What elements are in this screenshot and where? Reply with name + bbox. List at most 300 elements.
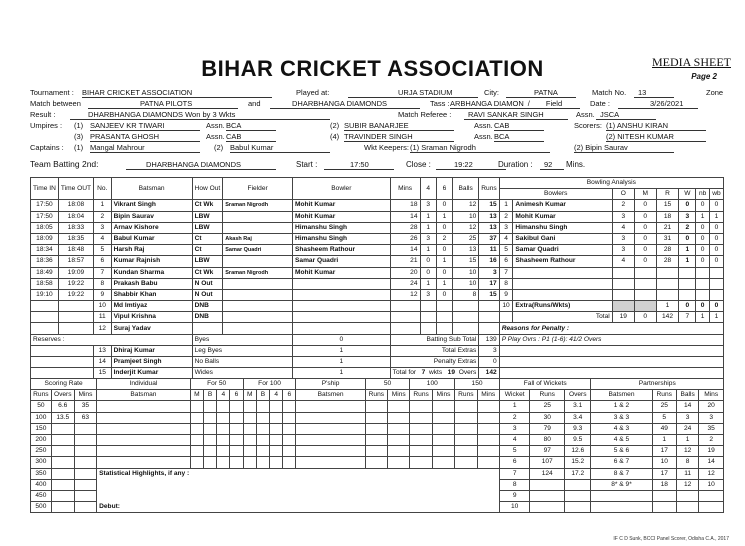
part-mins-cell: [699, 490, 724, 501]
sr-mins-cell: [74, 446, 96, 457]
extras-type-value-cell: 1: [293, 357, 391, 368]
batting-row: [31, 312, 724, 323]
part-mins-cell: 35: [699, 423, 724, 434]
scorer2-value: (2) NITESH KUMAR: [606, 132, 706, 142]
byes-value-cell: 0: [293, 334, 391, 345]
blank-cell: [410, 401, 432, 412]
total-overs: 19: [447, 369, 456, 377]
bowling-m-cell: 0: [634, 200, 656, 211]
duration-value: 92: [540, 160, 564, 170]
fours-cell: 1: [420, 222, 436, 233]
part-batsmen-cell: 1 & 2: [591, 401, 652, 412]
blank-cell: [283, 423, 296, 434]
time-in-cell: [31, 312, 59, 323]
extras-type-cell: No Balls: [192, 357, 292, 368]
blank-cell: [256, 434, 269, 445]
reserve-row: [31, 357, 724, 368]
batting-header-row: [31, 178, 724, 189]
fow-runs-cell: 107: [530, 457, 565, 468]
bowling-w-cell: 1: [679, 245, 696, 256]
pship-col-m3: Mins: [477, 390, 499, 401]
umpire1-assn-value: BCA: [226, 121, 276, 131]
batsman-name-cell: Arnav Kishore: [111, 222, 192, 233]
part-batsmen-cell: 5 & 6: [591, 446, 652, 457]
for50-title: For 50: [190, 379, 243, 390]
part-batsmen-cell: 4 & 5: [591, 434, 652, 445]
time-out-cell: 18:48: [58, 245, 93, 256]
umpire4-assn-value: BCA: [494, 132, 544, 142]
fours-cell: 1: [420, 278, 436, 289]
reserves-label-cell: Reserves :: [31, 334, 193, 345]
sr-runs-cell: 250: [31, 446, 52, 457]
mins-cell: 20: [390, 267, 420, 278]
team2-value: DHARBHANGA DIAMONDS: [270, 99, 420, 109]
bowling-m-cell: 0: [634, 222, 656, 233]
blank-cell: [217, 434, 230, 445]
blank-cell: [256, 412, 269, 423]
blank-cell: [97, 446, 191, 457]
fow-wicket-cell: 3: [499, 423, 530, 434]
sixes-cell: 0: [436, 200, 452, 211]
sr-col-mins: Mins: [74, 390, 96, 401]
blank-cell: [432, 457, 454, 468]
batsman-no-cell: 1: [94, 200, 112, 211]
mins-cell: [390, 323, 420, 334]
bowling-o-cell: 2: [612, 200, 634, 211]
batting-label: Team Batting 2nd:: [30, 159, 99, 169]
captains-label: Captains :: [30, 143, 64, 152]
bowling-wb-cell: 0: [709, 245, 723, 256]
fow-wicket-cell: 8: [499, 479, 530, 490]
fow-runs-cell: [530, 479, 565, 490]
bowling-m-cell: 0: [634, 245, 656, 256]
part-batsmen-cell: 4 & 3: [591, 423, 652, 434]
pship-col-batsmen: Batsmen: [296, 390, 365, 401]
sr-mins-cell: 35: [74, 401, 96, 412]
fours-cell: 3: [420, 200, 436, 211]
fours-cell: 0: [420, 256, 436, 267]
fow-title: Fall of Wickets: [499, 379, 591, 390]
extras-no-cell: 10: [499, 301, 513, 312]
fielder-cell: [223, 289, 293, 300]
balls-cell: 10: [453, 278, 479, 289]
runs-cell: 11: [479, 245, 499, 256]
batsman-name-cell: Kundan Sharma: [111, 267, 192, 278]
bowling-r-cell: 28: [656, 256, 679, 267]
part-runs-cell: [652, 502, 676, 513]
part-balls-cell: 12: [676, 479, 698, 490]
batsman-name-cell: Kumar Rajnish: [111, 256, 192, 267]
pship-100: 100: [410, 379, 455, 390]
bowling-r-cell: [656, 267, 679, 278]
blank-cell: [283, 457, 296, 468]
blank-cell: [243, 412, 256, 423]
bowling-o-cell: 3: [612, 233, 634, 244]
part-col-runs: Runs: [652, 390, 676, 401]
time-out-cell: 19:22: [58, 278, 93, 289]
bowling-nb-cell: 0: [696, 245, 710, 256]
batting-team-value: DHARBHANGA DIAMONDS: [126, 160, 276, 170]
blank-cell: [97, 412, 191, 423]
col-mins: Mins: [390, 178, 420, 200]
toss-label: Tass :: [430, 99, 450, 108]
pship-col-r2: Runs: [410, 390, 432, 401]
scorer1-value: (1) ANSHU KIRAN: [606, 121, 706, 131]
part-balls-cell: 11: [676, 468, 698, 479]
fielder-cell: Sraman Nigrodh: [223, 200, 293, 211]
time-in-cell: 17:50: [31, 200, 59, 211]
summary-row: [31, 412, 724, 423]
sr-overs-cell: [51, 423, 74, 434]
start-value: 17:50: [324, 160, 394, 170]
city-value: PATNA: [506, 88, 576, 98]
summary-row: [31, 490, 724, 501]
fielder-cell: [223, 301, 293, 312]
how-out-cell: DNB: [192, 301, 223, 312]
bowler-cell: [293, 301, 391, 312]
penalty-value-cell: 0: [479, 357, 499, 368]
fielder-cell: [223, 312, 293, 323]
fow-overs-cell: 17.2: [565, 468, 591, 479]
fielder-cell: [223, 278, 293, 289]
penalty-label-cell: Penalty Extras: [390, 357, 479, 368]
balls-cell: 12: [453, 222, 479, 233]
blank-cell: [365, 423, 387, 434]
col-bowler: Bowler: [293, 178, 391, 200]
part-balls-cell: 24: [676, 423, 698, 434]
batting-row: [31, 245, 724, 256]
sr-runs-cell: 500: [31, 502, 52, 513]
part-batsmen-cell: [591, 490, 652, 501]
part-mins-cell: 19: [699, 446, 724, 457]
bowling-name-cell: [513, 289, 612, 300]
extras-o-cell: [612, 301, 634, 312]
play-overs-cell: P Play Ovrs : P1 (1-6): 41/2 Overs: [499, 334, 723, 345]
page-title: BIHAR CRICKET ASSOCIATION: [201, 56, 544, 81]
time-in-cell: [31, 301, 59, 312]
captain1-value: Mangal Mahrour: [90, 143, 200, 153]
part-balls-cell: 1: [676, 434, 698, 445]
part-batsmen-cell: 3 & 3: [591, 412, 652, 423]
umpires-label: Umpires :: [30, 121, 63, 130]
summary-row: [31, 401, 724, 412]
fow-overs-cell: [565, 490, 591, 501]
mins-cell: 12: [390, 289, 420, 300]
bowler-cell: Shasheem Rathour: [293, 245, 391, 256]
blank-cell: [388, 401, 410, 412]
batting-row: [31, 211, 724, 222]
batting-row: [31, 267, 724, 278]
pship-title: P'ship: [296, 379, 365, 390]
reserve-no-cell: 15: [94, 368, 112, 379]
fow-overs-cell: 9.3: [565, 423, 591, 434]
debut-cell: Debut:: [97, 502, 500, 513]
sr-mins-cell: [74, 468, 96, 479]
part-mins-cell: 10: [699, 479, 724, 490]
fow-wicket-cell: 2: [499, 412, 530, 423]
part-runs-cell: 10: [652, 457, 676, 468]
fielder-cell: Akash Raj: [223, 233, 293, 244]
blank-cell: [256, 423, 269, 434]
part-mins-cell: [699, 502, 724, 513]
col-time-out: Time OUT: [58, 178, 93, 200]
bowling-wb-cell: 0: [709, 222, 723, 233]
umpire4-assn-label: Assn.: [474, 132, 493, 141]
time-out-cell: 19:22: [58, 289, 93, 300]
blank-cell: [270, 401, 283, 412]
total-spacer-cell: [499, 312, 513, 323]
batting-row: [31, 200, 724, 211]
bowling-blank-cell: [499, 357, 723, 368]
blank-cell: [256, 446, 269, 457]
extras-type-value-cell: 1: [293, 345, 391, 356]
sixes-cell: 0: [436, 289, 452, 300]
bowler-no-cell: 9: [499, 289, 513, 300]
referee-label: Match Referee :: [398, 110, 452, 119]
part-balls-cell: [676, 502, 698, 513]
col-r: R: [656, 189, 679, 200]
fours-cell: 1: [420, 211, 436, 222]
part-balls-cell: 3: [676, 412, 698, 423]
how-out-cell: LBW: [192, 256, 223, 267]
bowling-wb-cell: 0: [709, 256, 723, 267]
bowler-cell: Mohit Kumar: [293, 267, 391, 278]
part-runs-cell: 17: [652, 468, 676, 479]
bowling-name-cell: Samar Quadri: [513, 245, 612, 256]
captain1-no: (1): [74, 143, 84, 152]
mins-cell: 14: [390, 211, 420, 222]
batting-row: [31, 222, 724, 233]
fow-wicket-cell: 6: [499, 457, 530, 468]
blank-cell: [243, 446, 256, 457]
runs-cell: 17: [479, 278, 499, 289]
time-out-cell: [58, 323, 93, 334]
blank-cell: [97, 401, 191, 412]
sr-runs-cell: 450: [31, 490, 52, 501]
ind-col-61: 6: [230, 390, 243, 401]
blank-cell: [203, 423, 216, 434]
mins-cell: 26: [390, 233, 420, 244]
batsman-no-cell: 10: [94, 301, 112, 312]
batting-row: [31, 301, 724, 312]
bowling-o-cell: [612, 267, 634, 278]
fours-cell: [420, 312, 436, 323]
bowling-r-cell: 31: [656, 233, 679, 244]
blank-cell: [283, 434, 296, 445]
col-no: No.: [94, 178, 112, 200]
bowler-cell: [293, 312, 391, 323]
balls-cell: 12: [453, 200, 479, 211]
reserves-row: [31, 334, 724, 345]
blank-cell: [97, 434, 191, 445]
blank-cell: [296, 412, 365, 423]
part-mins-cell: 2: [699, 434, 724, 445]
bowling-o-cell: [612, 278, 634, 289]
sr-overs-cell: [51, 468, 74, 479]
total-extras-label-cell: Total Extras: [390, 345, 479, 356]
extras-wb-cell: 0: [709, 301, 723, 312]
sr-col-runs: Runs: [31, 390, 52, 401]
bowler-cell: Mohit Kumar: [293, 211, 391, 222]
total-for-label: Total for: [392, 369, 417, 377]
batting-row: [31, 233, 724, 244]
extras-type-value-cell: 1: [293, 368, 391, 379]
fow-runs-cell: 30: [530, 412, 565, 423]
col-time-in: Time IN: [31, 178, 59, 200]
blank-cell: [230, 412, 243, 423]
blank-cell: [190, 434, 203, 445]
umpire2-assn-label: Assn.: [474, 121, 493, 130]
bowler-cell: Himanshu Singh: [293, 233, 391, 244]
bowling-m-cell: 0: [634, 256, 656, 267]
fow-runs-cell: 79: [530, 423, 565, 434]
part-runs-cell: 25: [652, 401, 676, 412]
sr-overs-cell: 6.6: [51, 401, 74, 412]
blank-cell: [432, 401, 454, 412]
bowler-no-cell: 3: [499, 222, 513, 233]
blank-cell: [190, 446, 203, 457]
balls-cell: 10: [453, 267, 479, 278]
fours-cell: [420, 323, 436, 334]
referee-assn-value: JSCA: [596, 110, 656, 120]
bowling-w-cell: 0: [679, 200, 696, 211]
fow-wicket-cell: 5: [499, 446, 530, 457]
runs-cell: 15: [479, 200, 499, 211]
blank-cell: [283, 446, 296, 457]
fow-runs-cell: [530, 490, 565, 501]
umpire2-no: (2): [330, 121, 340, 130]
balls-cell: 8: [453, 289, 479, 300]
fours-cell: 3: [420, 233, 436, 244]
runs-cell: 15: [479, 289, 499, 300]
footer-credit: IF C D Sunk, BCCI Panel Scorer, Odisha C.A., 2017: [613, 536, 729, 542]
balls-cell: [453, 312, 479, 323]
umpire4-value: TRAVINDER SINGH: [344, 132, 454, 142]
bowler-no-cell: 2: [499, 211, 513, 222]
fow-runs-cell: 80: [530, 434, 565, 445]
match-no-value: 13: [634, 88, 674, 98]
individual-title: Individual: [97, 379, 191, 390]
how-out-cell: LBW: [192, 222, 223, 233]
bowling-nb-cell: [696, 278, 710, 289]
sr-overs-cell: [51, 434, 74, 445]
blank-cell: [477, 446, 499, 457]
blank-cell: [270, 434, 283, 445]
bowling-nb-cell: 0: [696, 256, 710, 267]
ind-col-batsman: Batsman: [97, 390, 191, 401]
summary-row: [31, 434, 724, 445]
fours-cell: [420, 301, 436, 312]
runs-cell: 16: [479, 256, 499, 267]
bowling-nb-cell: 0: [696, 233, 710, 244]
tournament-label: Tournament :: [30, 88, 74, 97]
part-runs-cell: [652, 490, 676, 501]
blank-cell: [432, 412, 454, 423]
blank-cell: [296, 457, 365, 468]
how-out-cell: N Out: [192, 289, 223, 300]
scoring-summary-table: [30, 378, 724, 513]
blank-cell: [256, 457, 269, 468]
runs-cell: [479, 301, 499, 312]
bowler-cell: [293, 289, 391, 300]
blank-cell: [190, 457, 203, 468]
umpire3-assn-label: Assn.: [206, 132, 225, 141]
subtotal-value-cell: 139: [479, 334, 499, 345]
total-wb-cell: 1: [709, 312, 723, 323]
blank-cell: [455, 446, 477, 457]
total-m-cell: 0: [634, 312, 656, 323]
bowling-wb-cell: [709, 278, 723, 289]
blank-cell: [477, 401, 499, 412]
bowling-name-cell: Shasheem Rathour: [513, 256, 612, 267]
blank-cell: [388, 412, 410, 423]
blank-cell: [230, 457, 243, 468]
blank-cell: [270, 446, 283, 457]
summary-row: [31, 502, 724, 513]
runs-cell: [479, 312, 499, 323]
match-between-label: Match between: [30, 99, 81, 108]
result-value: DHARBHANGA DIAMONDS Won by 3 Wkts: [70, 110, 330, 120]
balls-cell: 10: [453, 211, 479, 222]
blank-cell: [296, 446, 365, 457]
blank-cell: [243, 423, 256, 434]
umpire2-value: SUBIR BANARJEE: [344, 121, 454, 131]
batsman-name-cell: Harsh Raj: [111, 245, 192, 256]
sr-mins-cell: [74, 479, 96, 490]
batting-row: [31, 256, 724, 267]
blank-cell: [190, 412, 203, 423]
bowler-no-cell: 8: [499, 278, 513, 289]
fow-overs-cell: [565, 502, 591, 513]
fielder-cell: [223, 211, 293, 222]
bowling-nb-cell: 0: [696, 200, 710, 211]
mins-cell: 24: [390, 278, 420, 289]
bowler-cell: Mohit Kumar: [293, 200, 391, 211]
umpire3-assn-value: CAB: [226, 132, 276, 142]
total-w-cell: 7: [679, 312, 696, 323]
mins-cell: 18: [390, 200, 420, 211]
date-label: Date :: [590, 99, 611, 108]
total-wkts: 7: [421, 369, 426, 377]
subtotal-label-cell: Batting Sub Total: [390, 334, 479, 345]
how-out-cell: DNB: [192, 312, 223, 323]
sr-mins-cell: 63: [74, 412, 96, 423]
close-label: Close :: [406, 160, 431, 169]
batsman-name-cell: Shabbir Khan: [111, 289, 192, 300]
umpire1-value: SANJEEV KR TIWARI: [90, 121, 200, 131]
bowling-name-cell: Mohit Kumar: [513, 211, 612, 222]
referee-value: RAVI SANKAR SINGH: [464, 110, 568, 120]
col-o: O: [612, 189, 634, 200]
reserve-name-cell: Inderjit Kumar: [111, 368, 192, 379]
wkts-label: wkts: [428, 369, 443, 377]
blank-cell: [477, 434, 499, 445]
batsman-name-cell: Vikrant Singh: [111, 200, 192, 211]
duration-label: Duration :: [498, 160, 533, 169]
part-col-batsmen: Batsmen: [591, 390, 652, 401]
sixes-cell: 0: [436, 245, 452, 256]
time-out-cell: 18:33: [58, 222, 93, 233]
pship-col-r3: Runs: [455, 390, 477, 401]
blank-cell: [365, 446, 387, 457]
batsman-no-cell: 4: [94, 233, 112, 244]
bowling-o-cell: [612, 289, 634, 300]
stat-blank-cell: [97, 479, 500, 490]
time-in-cell: 18:05: [31, 222, 59, 233]
summary-row: [31, 457, 724, 468]
bowling-name-cell: Himanshu Singh: [513, 222, 612, 233]
bowling-r-cell: [656, 278, 679, 289]
